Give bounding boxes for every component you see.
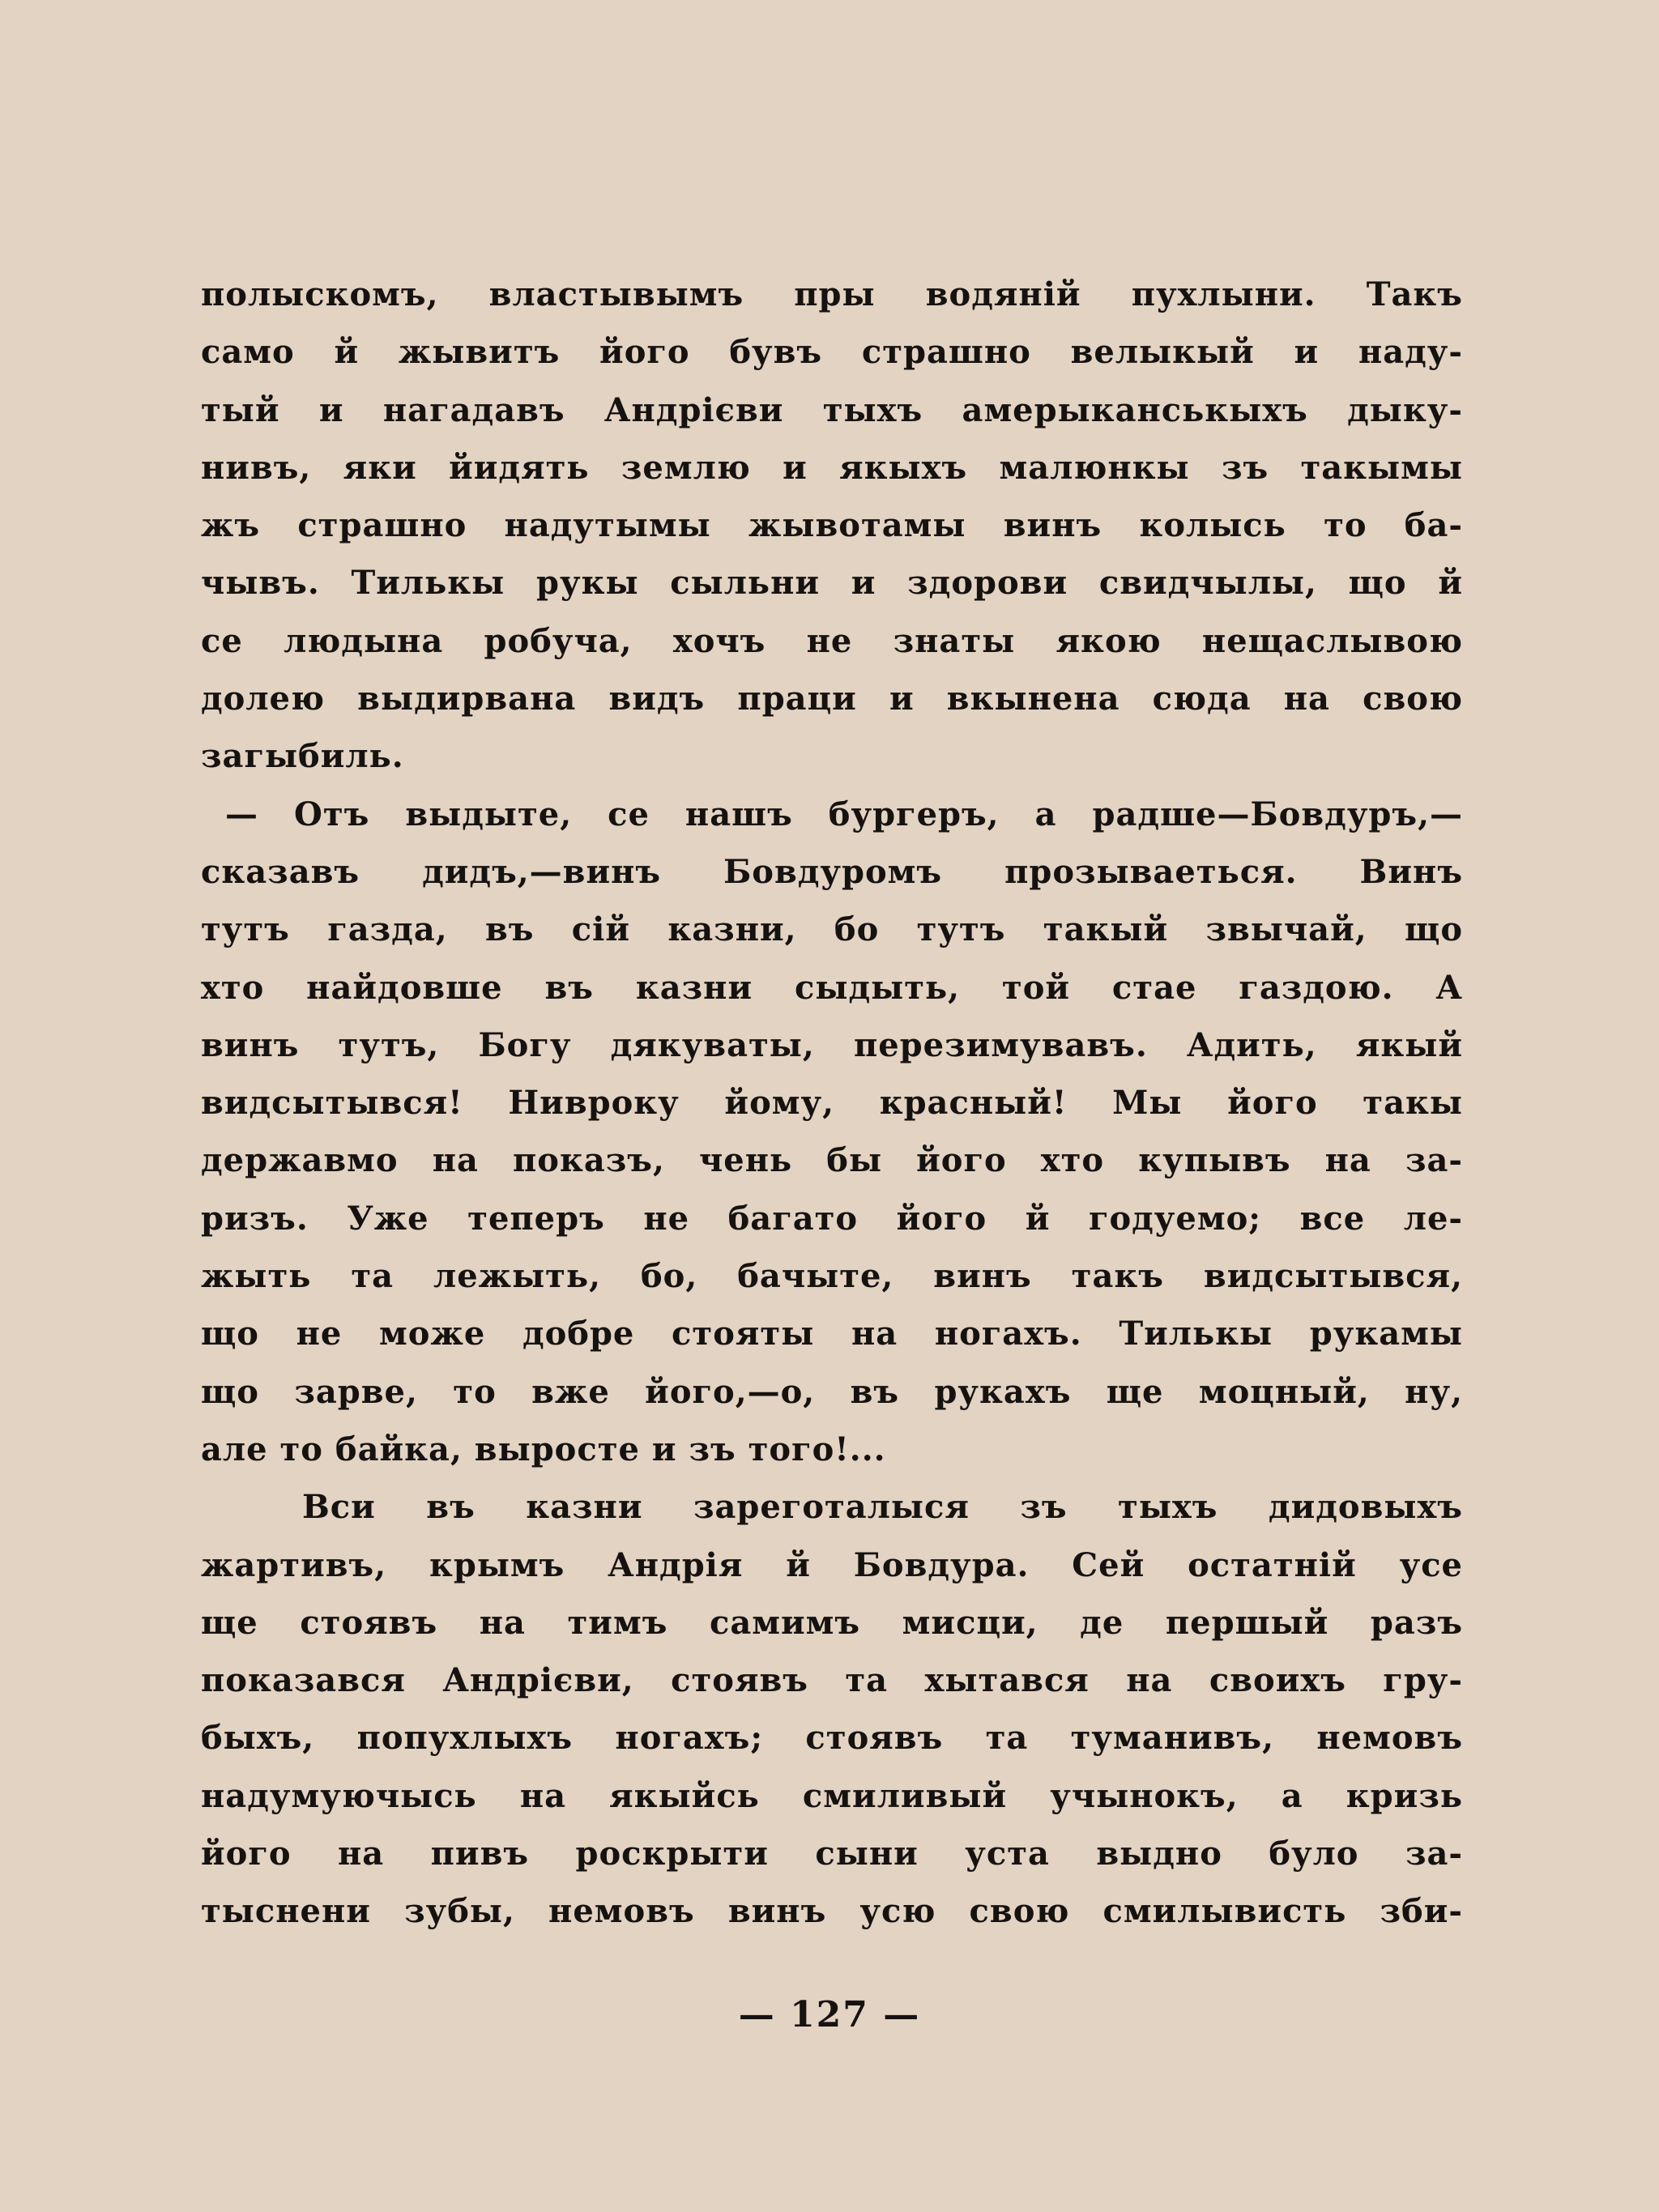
text-line: жартивъ, крымъ Андрія й Бовдура. Сей остатній усе: [201, 1545, 1463, 1584]
page-number: — 127 —: [738, 1994, 921, 2035]
text-line: ще стоявъ на тимъ самимъ мисци, де першый разъ: [201, 1603, 1463, 1642]
text-line: нивъ, яки йидять землю и якыхъ малюнкы зъ такымы: [201, 448, 1463, 487]
text-line: Вси въ казни зареготалыся зъ тыхъ дидовыхъ: [302, 1488, 1463, 1527]
text-line: загыбиль.: [201, 737, 404, 776]
text-line: тутъ газда, въ сій казни, бо тутъ такый звычай, що: [201, 910, 1463, 949]
text-line: жыть та лежыть, бо, бачыте, винъ такъ видсытывся,: [201, 1257, 1463, 1296]
text-line: се людына робуча, хочъ не знаты якою нещаслывою: [201, 621, 1463, 660]
text-line: але то байка, выросте и зъ того!...: [201, 1430, 886, 1468]
text-line: быхъ, попухлыхъ ногахъ; стоявъ та туманивъ, немовъ: [201, 1719, 1463, 1758]
text-line: видсытывся! Нивроку йому, красный! Мы його такы: [201, 1084, 1463, 1123]
text-line: що зарве, то вже його,—о, въ рукахъ ще моцный, ну,: [201, 1372, 1463, 1411]
text-line: що не може добре стояты на ногахъ. Тилькы рукамы: [201, 1315, 1463, 1353]
text-line: хто найдовше въ казни сыдыть, той стае газдою. А: [201, 968, 1463, 1007]
text-line: тыснени зубы, немовъ винъ усю свою смилывисть зби-: [201, 1892, 1463, 1931]
text-line: показався Андрієви, стоявъ та хытався на своихъ гру-: [201, 1661, 1463, 1700]
text-line: жъ страшно надутымы жывотамы винъ колысь то ба-: [201, 506, 1463, 545]
text-line: сказавъ дидъ,—винъ Бовдуромъ прозываеться. Винъ: [201, 852, 1463, 891]
text-line: чывъ. Тилькы рукы сыльни и здорови свидчылы, що й: [201, 564, 1463, 603]
text-line: ризъ. Уже теперъ не багато його й годуемо; все ле-: [201, 1199, 1463, 1238]
body-text: [201, 266, 1463, 1941]
text-line: — Отъ выдыте, се нашъ бургеръ, а радше—Бовдуръ,—: [225, 795, 1463, 833]
text-line: його на пивъ роскрыти сыни уста выдно було за-: [201, 1835, 1463, 1873]
text-line: полыскомъ, властывымъ пры водяній пухлыни. Такъ: [201, 275, 1463, 313]
text-line: державмо на показъ, чень бы його хто купывъ на за-: [201, 1141, 1463, 1180]
text-line: само й жывитъ його бувъ страшно велыкый и наду-: [201, 333, 1463, 372]
text-line: долею выдирвана видъ праци и вкынена сюда на свою: [201, 680, 1463, 718]
text-line: винъ тутъ, Богу дякуваты, перезимувавъ. Адить, якый: [201, 1025, 1463, 1064]
text-line: надумуючысь на якыйсь смиливый учынокъ, а кризь: [201, 1776, 1463, 1815]
text-line: тый и нагадавъ Андрієви тыхъ амерыканськыхъ дыку-: [201, 390, 1463, 429]
